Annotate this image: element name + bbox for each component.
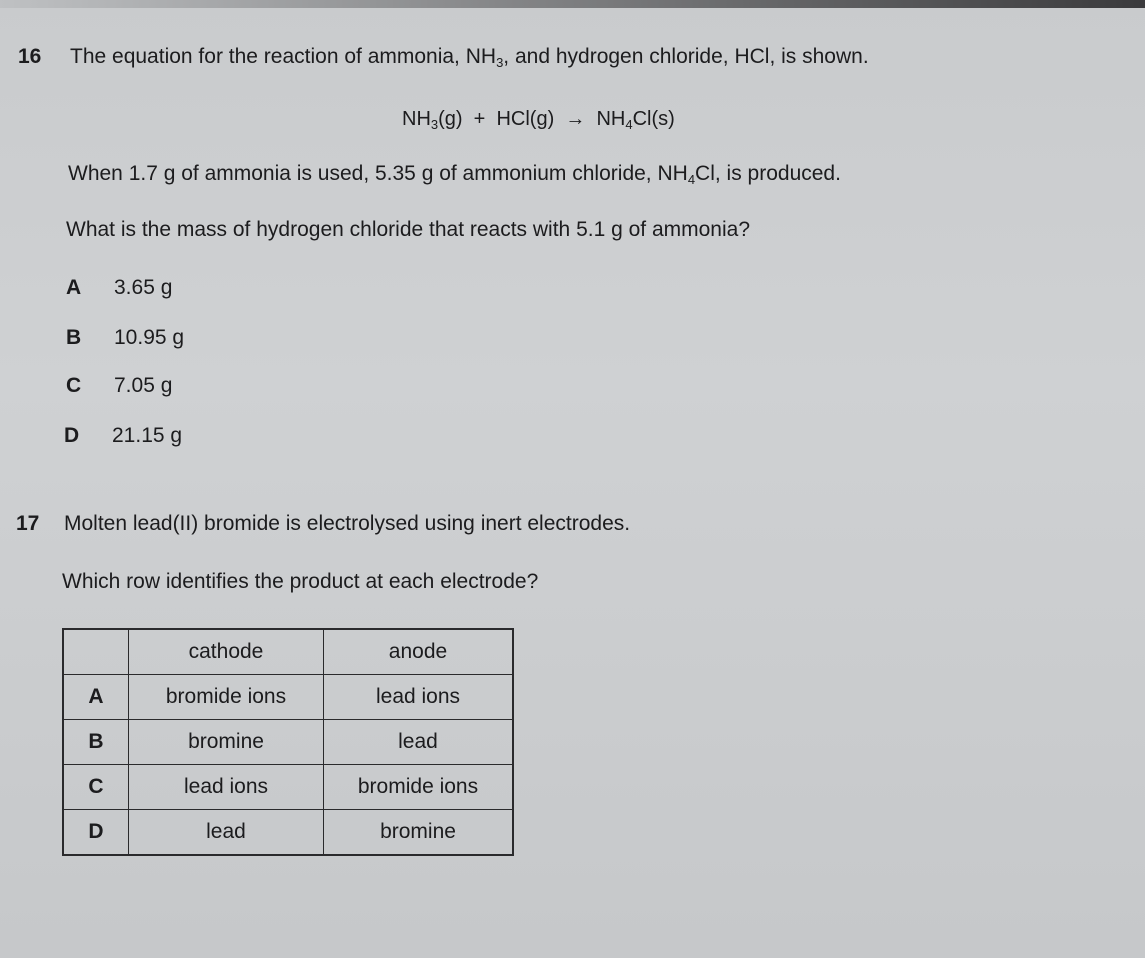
option-text: 10.95 g bbox=[114, 326, 185, 349]
option-letter: C bbox=[66, 374, 82, 397]
stem-sub-1: 3 bbox=[496, 55, 504, 70]
eq-sub-3: 3 bbox=[430, 117, 439, 132]
eq-middle: (g) + HCl(g) → NH bbox=[438, 108, 626, 130]
table-row[interactable] bbox=[63, 764, 513, 809]
anode-cell: lead ions bbox=[324, 675, 514, 720]
option-letter: D bbox=[64, 424, 80, 447]
header-anode: anode bbox=[324, 629, 514, 675]
cathode-cell: lead bbox=[129, 809, 324, 855]
question-17-number: 17 bbox=[16, 512, 40, 535]
table-row[interactable] bbox=[63, 675, 513, 720]
question-17-question: Which row identifies the product at each electrode? bbox=[62, 570, 539, 593]
stem-text-1: The equation for the reaction of ammonia, NH bbox=[70, 45, 497, 68]
row-letter: B bbox=[63, 720, 129, 765]
question-17-stem: Molten lead(II) bromide is electrolysed using inert electrodes. bbox=[64, 512, 631, 535]
anode-cell: bromine bbox=[324, 809, 514, 855]
option-text: 3.65 g bbox=[114, 276, 173, 299]
stem-text-2: , and hydrogen chloride, HCl, is shown. bbox=[503, 45, 869, 68]
table-header-row bbox=[63, 629, 513, 675]
anode-cell: lead bbox=[324, 720, 514, 765]
option-text: 7.05 g bbox=[114, 374, 173, 397]
header-cathode: cathode bbox=[129, 629, 324, 675]
electrode-products-table bbox=[62, 628, 514, 856]
option-a[interactable] bbox=[66, 276, 172, 300]
eq-product: Cl(s) bbox=[632, 108, 675, 130]
option-d[interactable] bbox=[64, 424, 182, 448]
option-text: 21.15 g bbox=[112, 424, 183, 447]
question-16-number: 16 bbox=[18, 45, 42, 68]
question-16-info bbox=[68, 162, 841, 187]
row-letter: C bbox=[63, 764, 129, 809]
eq-ammonia: NH bbox=[402, 108, 431, 130]
cathode-cell: bromine bbox=[129, 720, 324, 765]
row-letter: D bbox=[63, 809, 129, 855]
info-text-2: Cl, is produced. bbox=[695, 162, 841, 185]
eq-sub-4: 4 bbox=[625, 117, 633, 132]
table-row[interactable] bbox=[63, 720, 513, 765]
header-blank-cell bbox=[63, 629, 129, 675]
cathode-cell: lead ions bbox=[129, 764, 324, 809]
info-text-1: When 1.7 g of ammonia is used, 5.35 g of ammonium chloride, NH bbox=[68, 162, 688, 185]
option-b[interactable] bbox=[66, 326, 184, 350]
reaction-equation bbox=[402, 108, 675, 132]
row-letter: A bbox=[63, 675, 129, 720]
option-letter: A bbox=[66, 276, 82, 299]
option-letter: B bbox=[66, 326, 82, 349]
info-sub: 4 bbox=[687, 172, 696, 187]
option-c[interactable] bbox=[66, 374, 172, 398]
cathode-cell: bromide ions bbox=[129, 675, 324, 720]
question-16-question: What is the mass of hydrogen chloride that reacts with 5.1 g of ammonia? bbox=[66, 218, 751, 241]
question-16-stem bbox=[70, 45, 869, 70]
anode-cell: bromide ions bbox=[324, 764, 514, 809]
table-row[interactable] bbox=[63, 809, 513, 855]
